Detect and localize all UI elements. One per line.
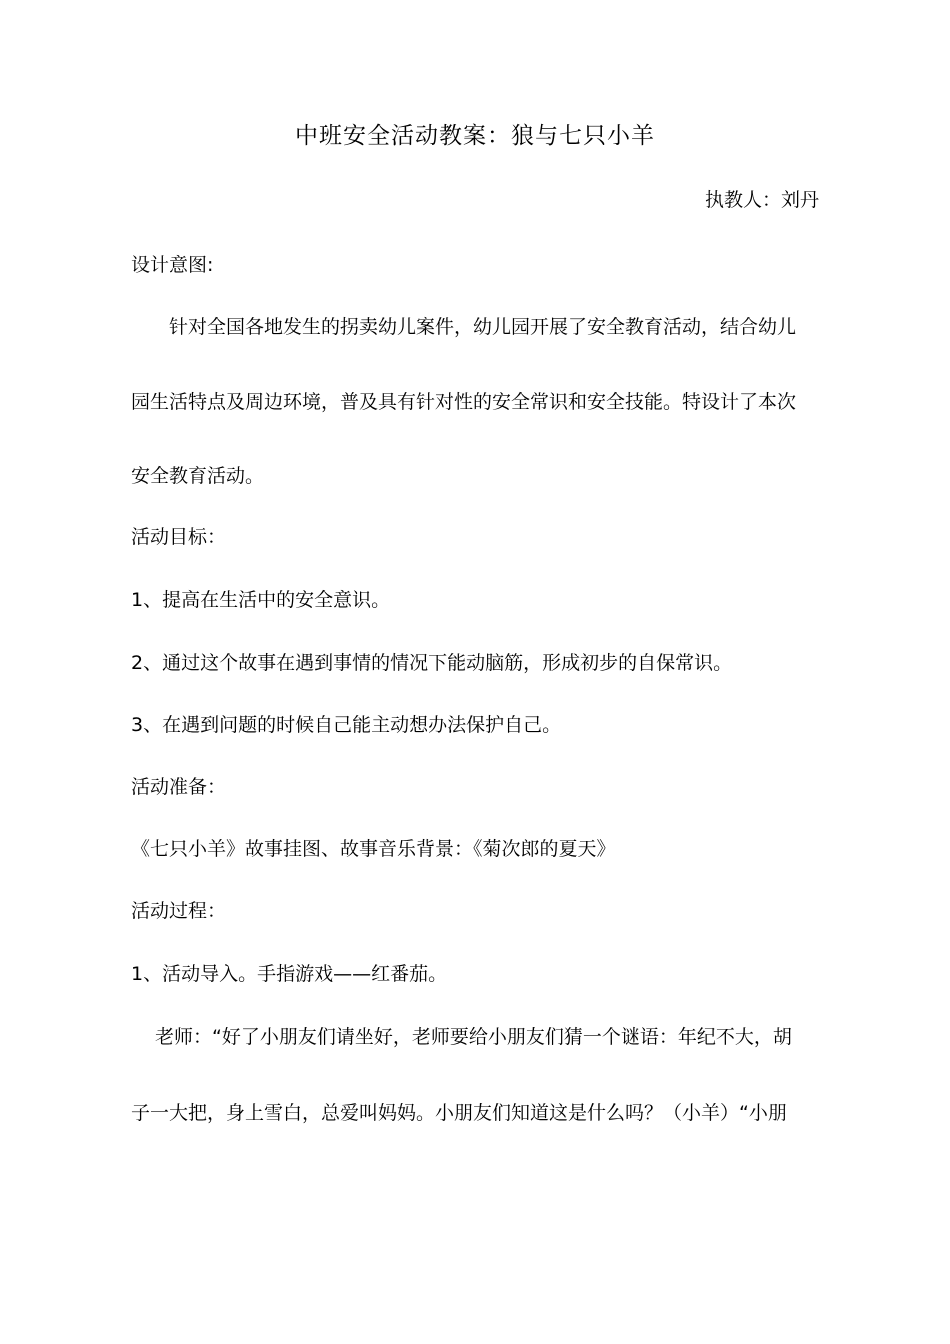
preparation-heading: 活动准备： [131,776,227,798]
process-dialogue-line-1: 老师：“好了小朋友们请坐好，老师要给小朋友们猜一个谜语：年纪不大，胡 [155,1026,792,1048]
design-intent-heading: 设计意图: [131,254,214,276]
goal-item-3: 3、在遇到问题的时候自己能主动想办法保护自己。 [131,714,562,736]
goal-item-1: 1、提高在生活中的安全意识。 [131,589,391,611]
process-step-1: 1、活动导入。手指游戏——红番茄。 [131,963,448,985]
goal-item-2: 2、通过这个故事在遇到事情的情况下能动脑筋，形成初步的自保常识。 [131,652,733,674]
document-title: 中班安全活动教案：狼与七只小羊 [295,123,655,149]
design-intent-line-2: 园生活特点及周边环境，普及具有针对性的安全常识和安全技能。特设计了本次 [131,391,797,413]
preparation-text: 《七只小羊》故事挂图、故事音乐背景：《菊次郎的夏天》 [131,838,616,860]
goals-heading: 活动目标： [131,526,227,548]
process-heading: 活动过程： [131,900,227,922]
author-line: 执教人：刘丹 [704,189,819,211]
design-intent-line-1: 针对全国各地发生的拐卖幼儿案件，幼儿园开展了安全教育活动，结合幼儿 [169,316,797,338]
process-dialogue-line-2: 子一大把，身上雪白，总爱叫妈妈。小朋友们知道这是什么吗？（小羊）“小朋 [131,1102,787,1124]
design-intent-line-3: 安全教育活动。 [131,465,265,487]
